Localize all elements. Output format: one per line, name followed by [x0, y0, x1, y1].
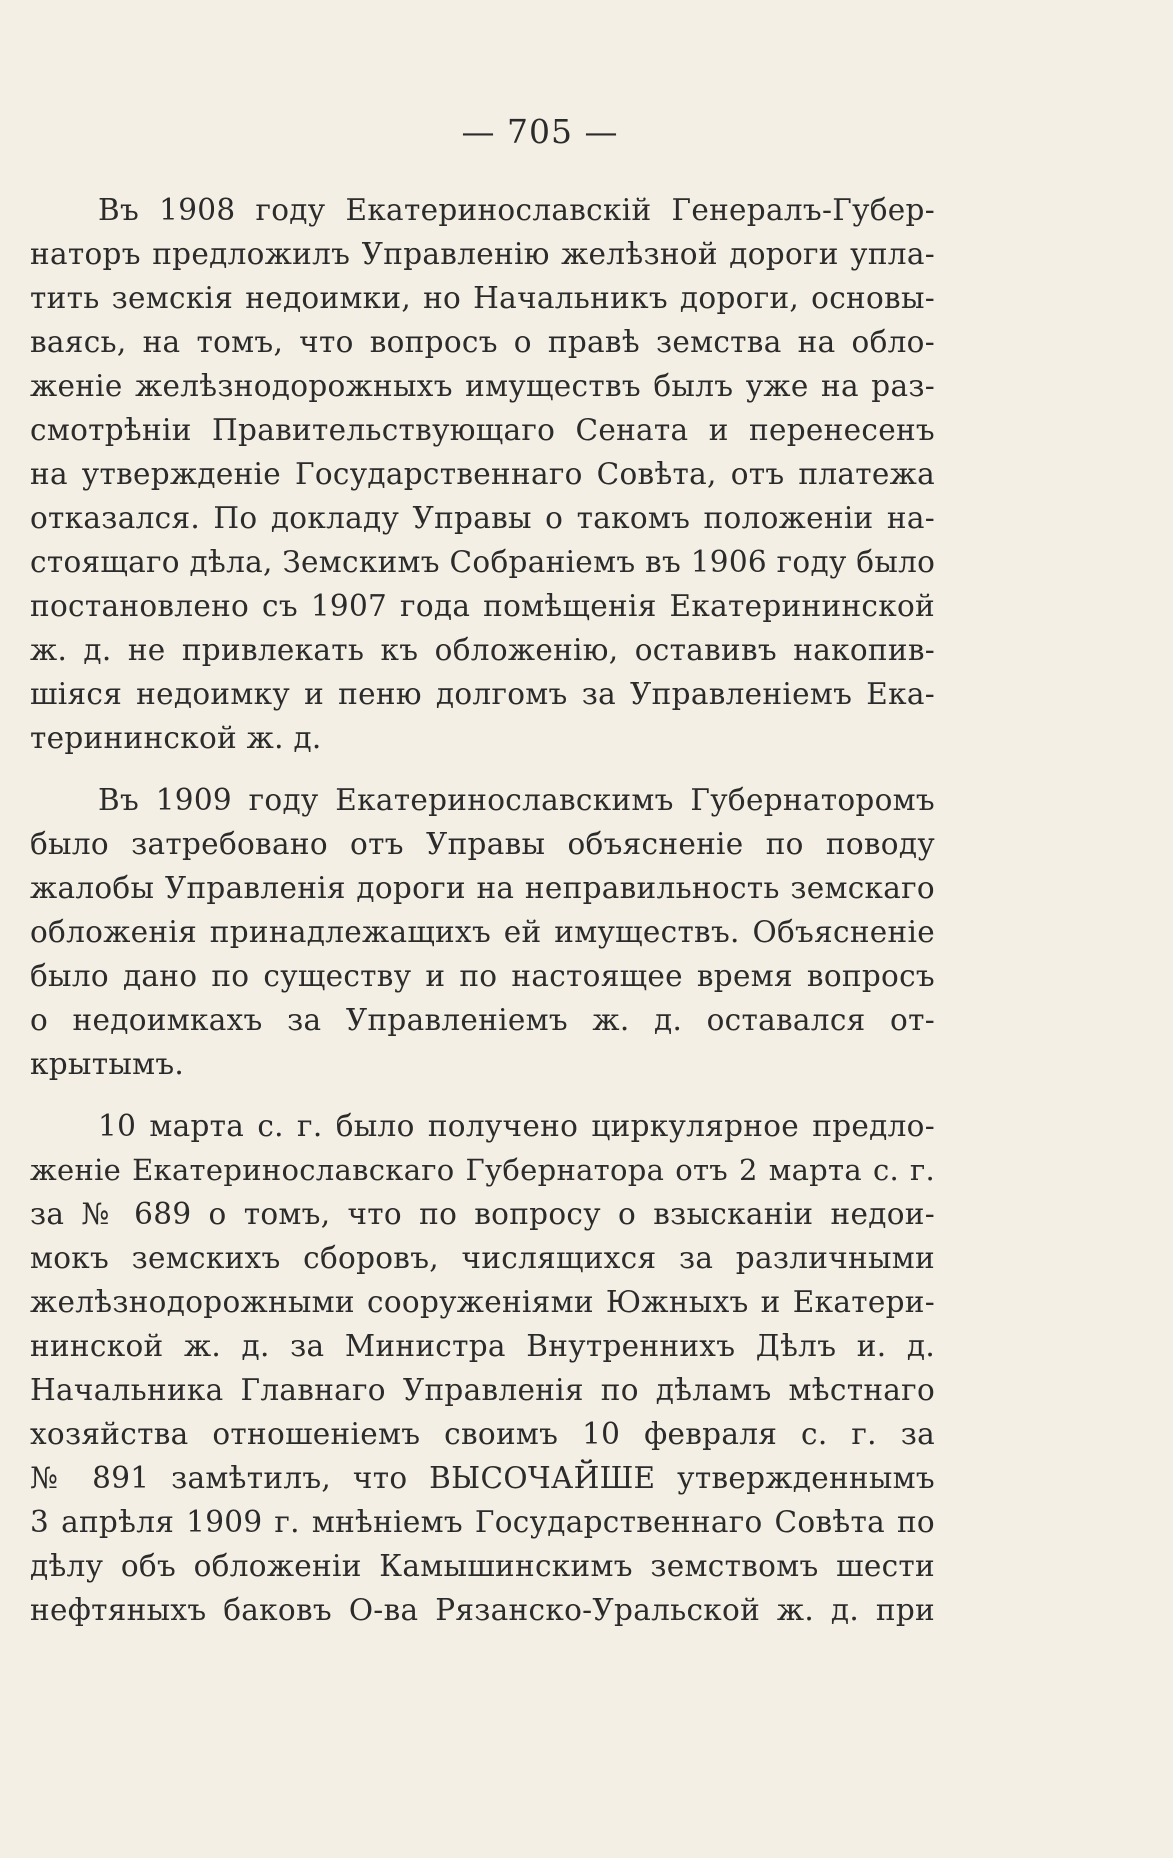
text-line: ваясь, на томъ, что вопросъ о правѣ земства на обло- — [30, 325, 935, 359]
text-line: женіе Екатеринославскаго Губернатора отъ 2 марта с. г. — [30, 1153, 935, 1187]
body-text — [30, 188, 935, 1650]
text-line: о недоимкахъ за Управленіемъ ж. д. оставался от- — [30, 1003, 935, 1037]
text-line: желѣзнодорожными сооруженіями Южныхъ и Екатери- — [30, 1285, 935, 1319]
text-line: жалобы Управленія дороги на неправильность земскаго — [30, 871, 935, 905]
paragraph-1 — [30, 188, 935, 760]
page-number: — 705 — — [461, 112, 619, 151]
text-line: 3 апрѣля 1909 г. мнѣніемъ Государственнаго Совѣта по — [30, 1505, 935, 1539]
text-line: было затребовано отъ Управы объясненіе по поводу — [30, 827, 935, 861]
text-line: стоящаго дѣла, Земскимъ Собраніемъ въ 1906 году было — [30, 545, 936, 579]
text-line: было дано по существу и по настоящее время вопросъ — [30, 959, 935, 993]
text-line: 10 марта с. г. было получено циркулярное предло- — [98, 1109, 935, 1143]
text-line: Въ 1909 году Екатеринославскимъ Губернаторомъ — [98, 783, 935, 817]
text-line: терининской ж. д. — [30, 721, 322, 755]
text-line: отказался. По докладу Управы о такомъ положеніи на- — [30, 501, 935, 535]
text-line: крытымъ. — [30, 1047, 185, 1081]
text-line: нинской ж. д. за Министра Внутреннихъ Дѣлъ и. д. — [30, 1329, 935, 1363]
text-line: тить земскія недоимки, но Начальникъ дороги, основы- — [30, 281, 935, 315]
text-line: шіяся недоимку и пеню долгомъ за Управленіемъ Ека- — [30, 677, 935, 711]
text-line: хозяйства отношеніемъ своимъ 10 февраля с. г. за — [30, 1417, 935, 1451]
text-line: № 891 замѣтилъ, что ВЫСОЧАЙШЕ утвержденнымъ — [30, 1461, 935, 1495]
text-line: за № 689 о томъ, что по вопросу о взысканіи недои- — [30, 1197, 935, 1231]
text-line: дѣлу объ обложеніи Камышинскимъ земствомъ шести — [30, 1549, 935, 1583]
text-line: нефтяныхъ баковъ О-ва Рязанско-Уральской ж. д. при — [30, 1593, 935, 1627]
text-line: смотрѣніи Правительствующаго Сената и перенесенъ — [30, 413, 935, 447]
text-line: наторъ предложилъ Управленію желѣзной дороги упла- — [30, 237, 935, 271]
text-line: Въ 1908 году Екатеринославскій Генералъ-Губер- — [98, 193, 935, 227]
text-line: постановлено съ 1907 года помѣщенія Екатерининской — [30, 589, 935, 623]
paragraph-2 — [30, 778, 935, 1086]
text-line: на утвержденіе Государственнаго Совѣта, отъ платежа — [30, 457, 935, 491]
text-line: обложенія принадлежащихъ ей имуществъ. Объясненіе — [30, 915, 935, 949]
text-line: мокъ земскихъ сборовъ, числящихся за различными — [30, 1241, 935, 1275]
text-line: женіе желѣзнодорожныхъ имуществъ былъ уже на раз- — [30, 369, 935, 403]
paragraph-3 — [30, 1104, 935, 1632]
text-line: ж. д. не привлекать къ обложенію, оставивъ накопив- — [30, 633, 935, 667]
text-line: Начальника Главнаго Управленія по дѣламъ мѣстнаго — [30, 1373, 935, 1407]
